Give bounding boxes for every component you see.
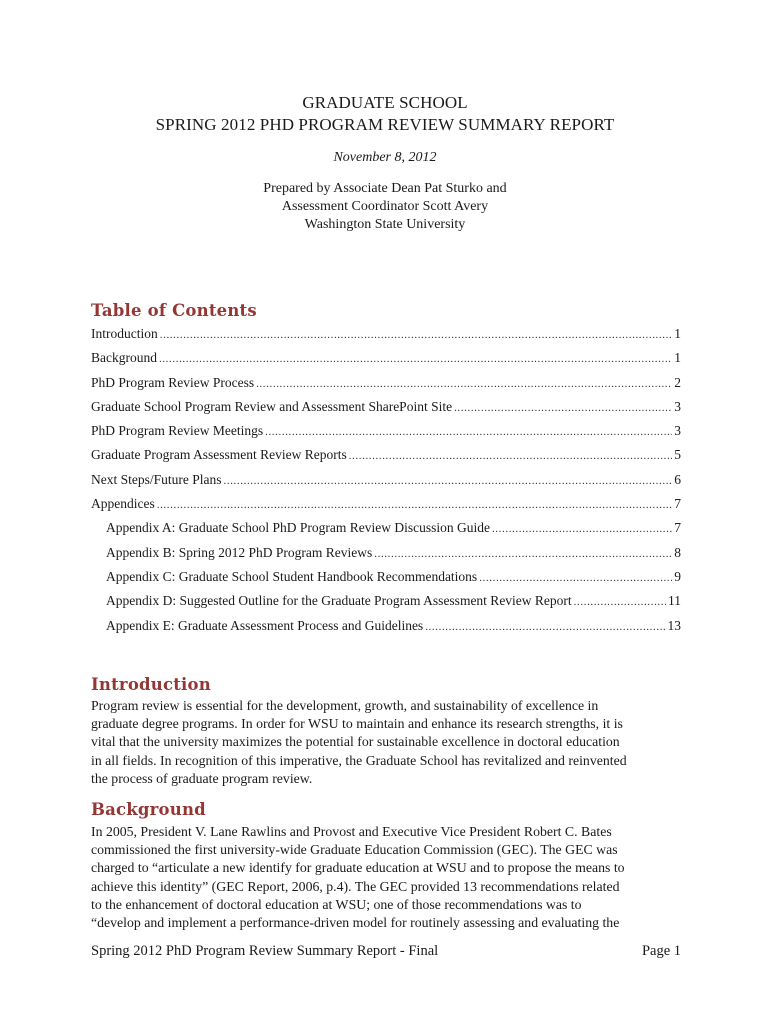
title-block [0, 92, 770, 234]
toc-leader-dots [492, 523, 672, 535]
background-heading: Background [91, 800, 206, 819]
toc-entry-review-meetings[interactable] [91, 423, 681, 447]
toc-entry-page: 1 [674, 326, 681, 341]
toc-leader-dots [479, 572, 672, 584]
toc-entry-appendix-a[interactable] [91, 520, 681, 544]
toc-leader-dots [157, 499, 673, 511]
paragraph-line: graduate degree programs. In order for WSU to maintain and enhance its research strengths, it is [91, 716, 623, 732]
paragraph-line: “develop and implement a performance-driven model for routinely assessing and evaluating the [91, 915, 620, 931]
toc-entry-label: Appendix D: Suggested Outline for the Graduate Program Assessment Review Report [106, 593, 572, 609]
toc-entry-background[interactable] [91, 350, 681, 374]
paragraph-line: in all fields. In recognition of this imperative, the Graduate School has revitalized and reinvented [91, 752, 627, 768]
toc-entry-appendix-c[interactable] [91, 569, 681, 593]
toc-entry-sharepoint-site[interactable] [91, 399, 681, 423]
toc-entry-label: Graduate Program Assessment Review Reports [91, 447, 347, 463]
toc-leader-dots [454, 402, 672, 414]
toc-entry-page: 9 [674, 568, 681, 584]
toc-entry-label: Background [91, 350, 157, 366]
toc-entry-page: 3 [674, 423, 681, 439]
toc-entry-page: 7 [674, 496, 681, 512]
toc-entry-label: Introduction [91, 326, 158, 341]
prepared-by-line: Assessment Coordinator Scott Avery [281, 199, 489, 214]
paragraph-line: the process of graduate program review. [91, 770, 313, 786]
toc-entry-page: 13 [667, 617, 681, 633]
toc-entry-page: 11 [668, 593, 681, 609]
toc-entry-label: Appendix B: Spring 2012 PhD Program Reviews [106, 544, 373, 560]
paragraph-line: achieve this identity” (GEC Report, 2006, p.4). The GEC provided 13 recommendations related [91, 878, 620, 894]
toc-entry-review-process[interactable] [91, 375, 681, 399]
toc-leader-dots [256, 378, 672, 390]
paragraph-line: charged to “articulate a new identify for graduate education at WSU and to propose the means to [91, 860, 625, 876]
toc-leader-dots [160, 329, 673, 341]
toc-leader-dots [265, 426, 672, 438]
toc-leader-dots [349, 450, 673, 462]
table-of-contents [91, 326, 681, 642]
toc-heading: Table of Contents [91, 301, 257, 320]
footer-page-number: Page 1 [641, 943, 681, 959]
toc-entry-page: 3 [674, 398, 681, 414]
document-title-line-2: SPRING 2012 PHD PROGRAM REVIEW SUMMARY REPORT [155, 115, 615, 134]
toc-entry-introduction[interactable] [91, 326, 681, 350]
introduction-heading: Introduction [91, 675, 211, 694]
prepared-by-line: Washington State University [304, 217, 466, 232]
toc-entry-appendix-e[interactable] [91, 618, 681, 642]
toc-leader-dots [224, 475, 673, 487]
background-paragraph [91, 823, 681, 932]
toc-entry-label: Appendix C: Graduate School Student Handbook Recommendations [106, 568, 478, 584]
prepared-by-line: Prepared by Associate Dean Pat Sturko and [263, 181, 507, 196]
toc-leader-dots [425, 621, 665, 633]
paragraph-line: vital that the university maximizes the potential for sustainable excellence in doctoral education [91, 734, 620, 750]
document-title-line-1: GRADUATE SCHOOL [302, 93, 468, 112]
toc-entry-label: Appendices [91, 496, 155, 512]
toc-leader-dots [159, 353, 672, 365]
toc-entry-label: Graduate School Program Review and Assessment SharePoint Site [91, 398, 453, 414]
report-date: November 8, 2012 [333, 150, 437, 165]
toc-entry-page: 8 [674, 544, 681, 560]
toc-leader-dots [374, 548, 672, 560]
toc-entry-appendix-d[interactable] [91, 593, 681, 617]
paragraph-line: Program review is essential for the development, growth, and sustainability of excellence in [91, 698, 599, 713]
toc-entry-label: Appendix E: Graduate Assessment Process and Guidelines [106, 617, 424, 633]
footer-report-title: Spring 2012 PhD Program Review Summary Report - Final [91, 943, 439, 959]
toc-entry-appendix-b[interactable] [91, 545, 681, 569]
paragraph-line: commissioned the first university-wide Graduate Education Commission (GEC). The GEC was [91, 842, 618, 858]
toc-entry-assessment-reports[interactable] [91, 447, 681, 471]
toc-entry-label: Next Steps/Future Plans [91, 471, 222, 487]
paragraph-line: to the enhancement of doctoral education at WSU; one of those recommendations was to [91, 896, 582, 912]
paragraph-line: In 2005, President V. Lane Rawlins and Provost and Executive Vice President Robert C. Bates [91, 824, 612, 839]
toc-leader-dots [574, 596, 666, 608]
toc-entry-label: PhD Program Review Process [91, 374, 255, 390]
toc-entry-page: 1 [674, 350, 681, 366]
introduction-paragraph [91, 697, 681, 788]
toc-entry-appendices[interactable] [91, 496, 681, 520]
toc-entry-page: 6 [674, 471, 681, 487]
toc-entry-page: 7 [674, 520, 681, 536]
toc-entry-label: Appendix A: Graduate School PhD Program Review Discussion Guide [106, 520, 490, 536]
toc-entry-page: 2 [674, 374, 681, 390]
toc-entry-page: 5 [674, 447, 681, 463]
toc-entry-next-steps[interactable] [91, 472, 681, 496]
page-footer [91, 943, 681, 960]
prepared-by-block [0, 180, 770, 234]
toc-entry-label: PhD Program Review Meetings [91, 423, 264, 439]
